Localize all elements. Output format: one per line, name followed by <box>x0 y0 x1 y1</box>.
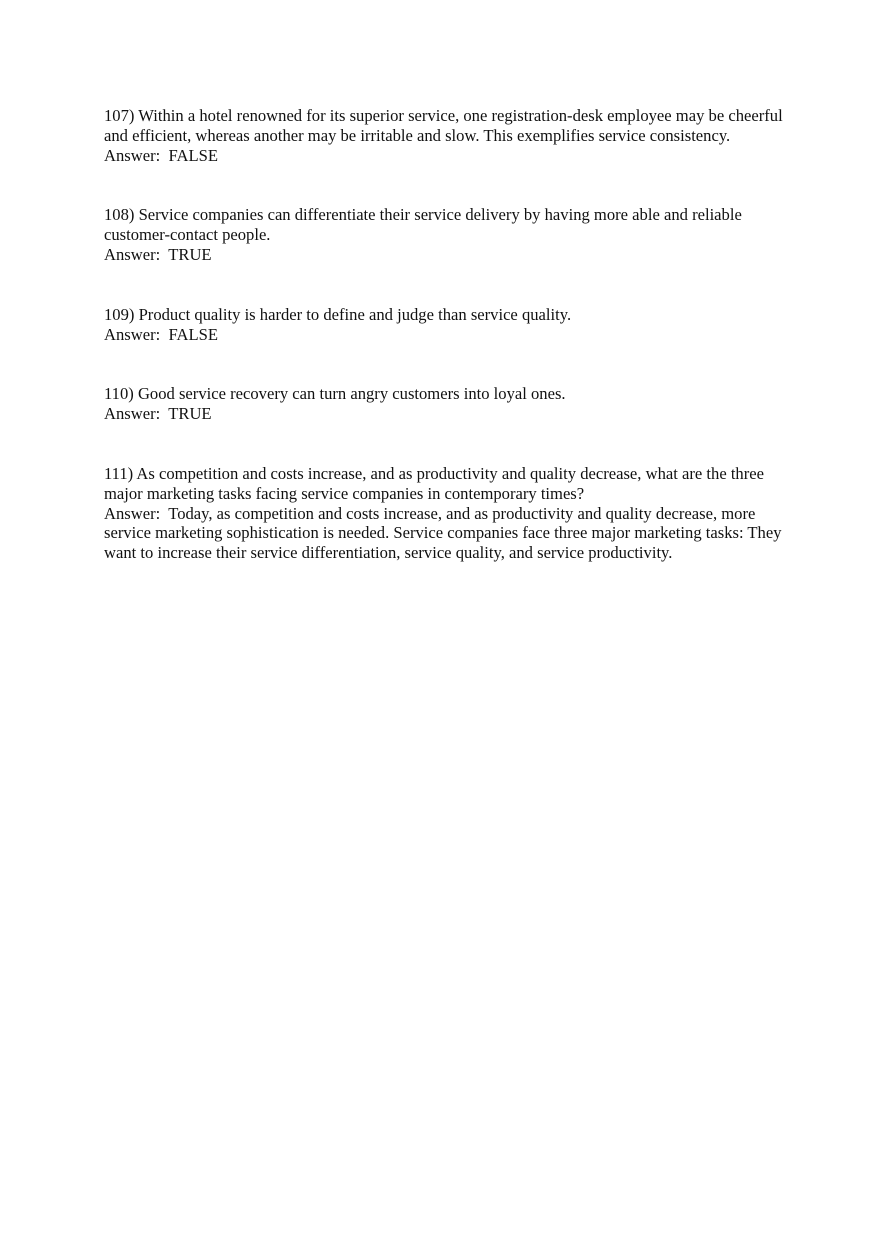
question-text: 110) Good service recovery can turn angry customers into loyal ones. <box>104 384 566 404</box>
answer-line <box>104 404 784 424</box>
answer-value: FALSE <box>168 145 219 165</box>
answer-label: Answer: <box>104 145 169 165</box>
question-item-107 <box>104 106 784 165</box>
question-text: 108) Service companies can differentiate their service delivery by having more able and reliable customer-contact people. <box>104 205 742 245</box>
question-text: 107) Within a hotel renowned for its superior service, one registration-desk employee may be cheerful and efficient, whereas another may be irritable and slow. This exemplifies service consistency. <box>104 106 783 145</box>
answer-value: TRUE <box>168 244 212 264</box>
question-text: 111) As competition and costs increase, and as productivity and quality decrease, what are the three major marketing tasks facing service companies in contemporary times? <box>104 463 764 503</box>
answer-label: Answer: <box>104 503 169 523</box>
answer-line <box>104 325 784 345</box>
answer-label: Answer: <box>104 244 169 264</box>
question-item-109 <box>104 305 784 345</box>
question-list <box>104 106 784 563</box>
answer-value: Today, as competition and costs increase, and as productivity and quality decrease, more service marketing sophistication is needed. Service companies face three major marketing tasks: They want to increase their service differentiation, service quality, and service productivity. <box>104 503 782 563</box>
question-item-108 <box>104 205 784 264</box>
answer-line <box>104 504 784 563</box>
question-item-110 <box>104 384 784 424</box>
answer-line <box>104 146 784 166</box>
answer-line <box>104 245 784 265</box>
answer-value: FALSE <box>168 324 219 344</box>
question-text: 109) Product quality is harder to define and judge than service quality. <box>104 304 572 324</box>
answer-label: Answer: <box>104 404 169 424</box>
answer-value: TRUE <box>168 404 212 424</box>
question-item-111 <box>104 464 784 563</box>
answer-label: Answer: <box>104 324 169 344</box>
